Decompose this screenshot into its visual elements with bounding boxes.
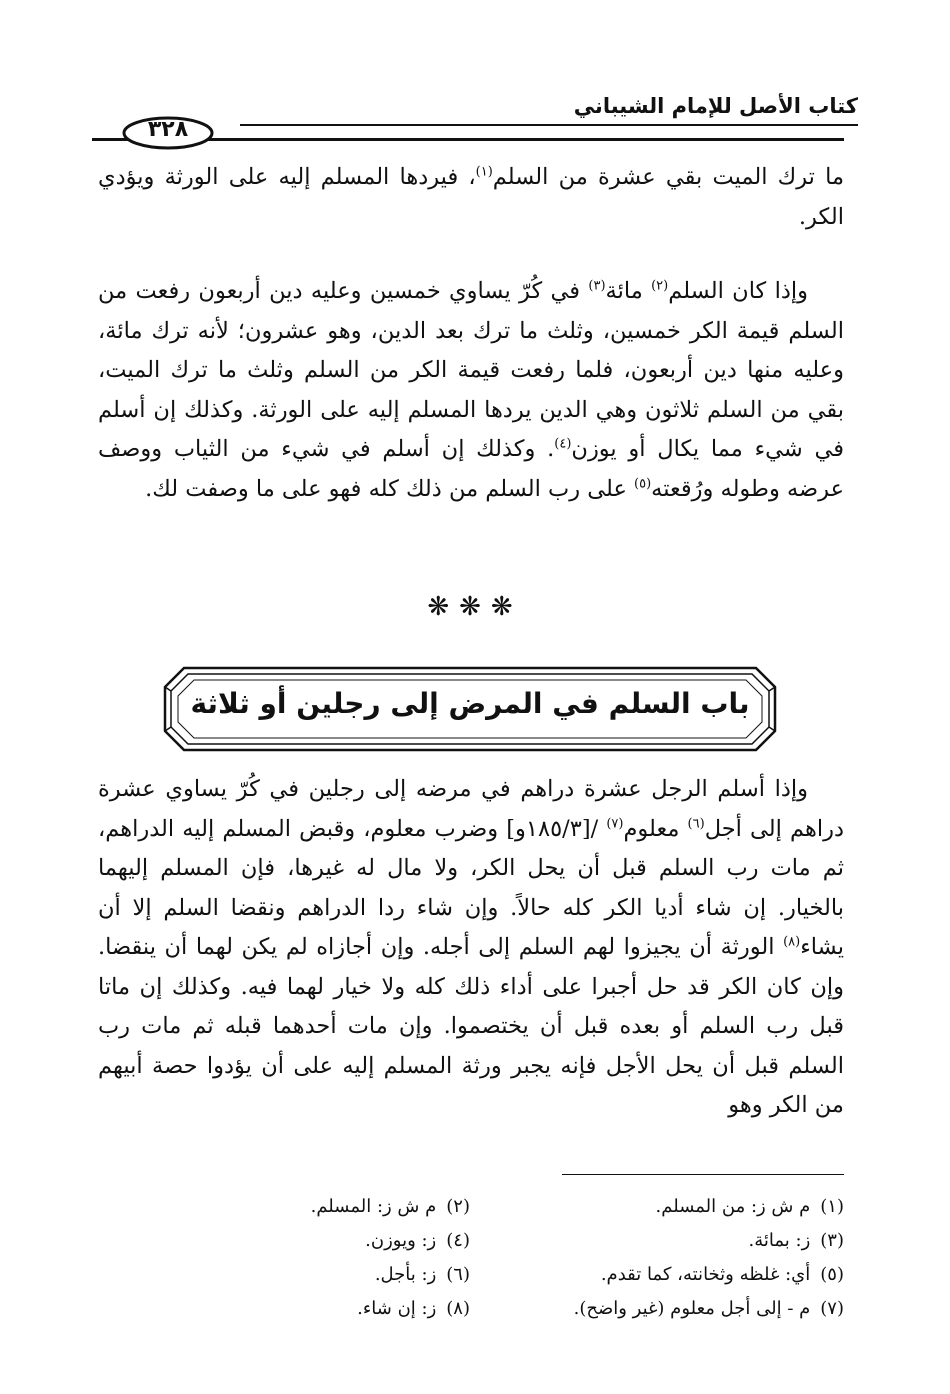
section-separator: ❋❋❋ [427,592,523,622]
footnote-text: م ش ز: من المسلم. [655,1196,811,1217]
paragraph-text: ، فيردها المسلم إليه على الورثة ويؤدي الكر. [98,164,844,230]
page-number: ٣٢٨ [147,117,189,142]
footnote-4 [365,1224,470,1258]
footnote-number: (٣) [820,1230,844,1251]
footnote-ref: (٦) [687,816,705,831]
footnote-text: م - إلى أجل معلوم (غير واضح). [573,1298,811,1319]
footnote-text: م ش ز: المسلم. [310,1196,437,1217]
footnote-number: (٢) [446,1196,470,1217]
paragraph-text: على رب السلم من ذلك كله فهو على ما وصفت لك. [145,475,635,502]
footnote-ref: (٥) [634,476,652,491]
footnote-text: ز: بمائة. [748,1230,811,1251]
footnote-6 [375,1258,470,1292]
footnote-ref: (١) [475,164,493,180]
chapter-heading-box [162,665,778,753]
footnote-number: (٧) [820,1298,844,1319]
running-header-title: كتاب الأصل للإمام الشيباني [573,94,858,118]
footnote-number: (٦) [446,1264,470,1285]
footnote-3 [749,1224,845,1258]
chapter-title: باب السلم في المرض إلى رجلين أو ثلاثة [190,687,750,720]
footnote-ref: (٣) [588,278,606,294]
footnote-ref: (٤) [554,436,572,452]
footnote-text: ز: ويوزن. [365,1230,437,1251]
footnote-number: (٥) [820,1264,844,1285]
page-number-badge [98,114,238,150]
paragraph-text: . وكذلك إن أسلم في شيء من الثياب ووصف عرضه وطوله ورُقعته [98,436,844,502]
footnote-5 [601,1258,844,1292]
paragraph-1 [98,158,844,237]
footnote-8 [357,1292,470,1326]
header-rule-top [240,124,858,126]
footnote-text: ز: بأجل. [374,1264,437,1285]
footnote-1 [656,1190,844,1224]
paragraph-3 [98,770,844,1126]
paragraph-text: في كُرّ يساوي خمسين وعليه دين أربعون رفعت من السلم قيمة الكر خمسين، وثلث ما ترك بعد الدين، وهو عشرون؛ لأنه ترك مائة، وعليه منها دين أربعون، فلما رفعت قيمة الكر من السلم وثلث ما ترك الميت، بقي من السلم ثلاثون وهي الدين يردها المسلم إليه على الورثة. وكذلك إن أسلم في شيء مما يكال أو يوزن [98,278,844,462]
footnote-rule [562,1174,844,1175]
paragraph-text: ما ترك الميت بقي عشرة من السلم [492,164,844,190]
footnote-number: (١) [820,1196,844,1217]
footnote-7 [574,1292,844,1326]
paragraph-text: وإذا أسلم الرجل عشرة دراهم في مرضه إلى رجلين في كُرّ يساوي عشرة دراهم إلى أجل [98,776,845,842]
paragraph-text: معلوم [623,815,688,842]
paragraph-2 [98,272,844,509]
paragraph-text: مائة [605,278,652,304]
footnote-text: ز: إن شاء. [357,1298,437,1319]
footnote-2 [311,1190,470,1224]
paragraph-text: الورثة أن يجيزوا لهم السلم إلى أجله. وإن أجازاه لم يكن لهما أن ينقضا. وإن كان الكر قد حل أجبرا على أداء ذلك كله ولا خيار لهما فيه. وكذلك إن ماتا قبل رب السلم أو بعده قبل أن يختصموا. وإن مات أحدهما قبله ثم مات رب السلم قبل أن يحل الأجل فإنه يجبر ورثة المسلم إليه على أن يؤدوا حصة أبيهم من الكر وهو [98,934,844,1118]
footnote-ref: (٧) [606,816,624,831]
footnote-number: (٤) [446,1230,470,1251]
footnote-text: أي: غلظه وثخانته، كما تقدم. [600,1264,811,1285]
footnote-number: (٨) [446,1298,470,1319]
paragraph-text: وإذا كان السلم [668,278,808,304]
footnote-ref: (٢) [651,278,669,294]
paragraph-text: /[١٨٥/٣و] وضرب معلوم، وقبض المسلم إليه الدراهم، ثم مات رب السلم قبل أن يحل الكر، ولا مال له غيرها، فإن المسلم إليهما بالخيار. إن شاء أديا الكر كله حالاً. وإن شاء ردا الدراهم ونقضا السلم إلا أن يشاء [98,815,844,960]
footnote-ref: (٨) [783,934,801,950]
